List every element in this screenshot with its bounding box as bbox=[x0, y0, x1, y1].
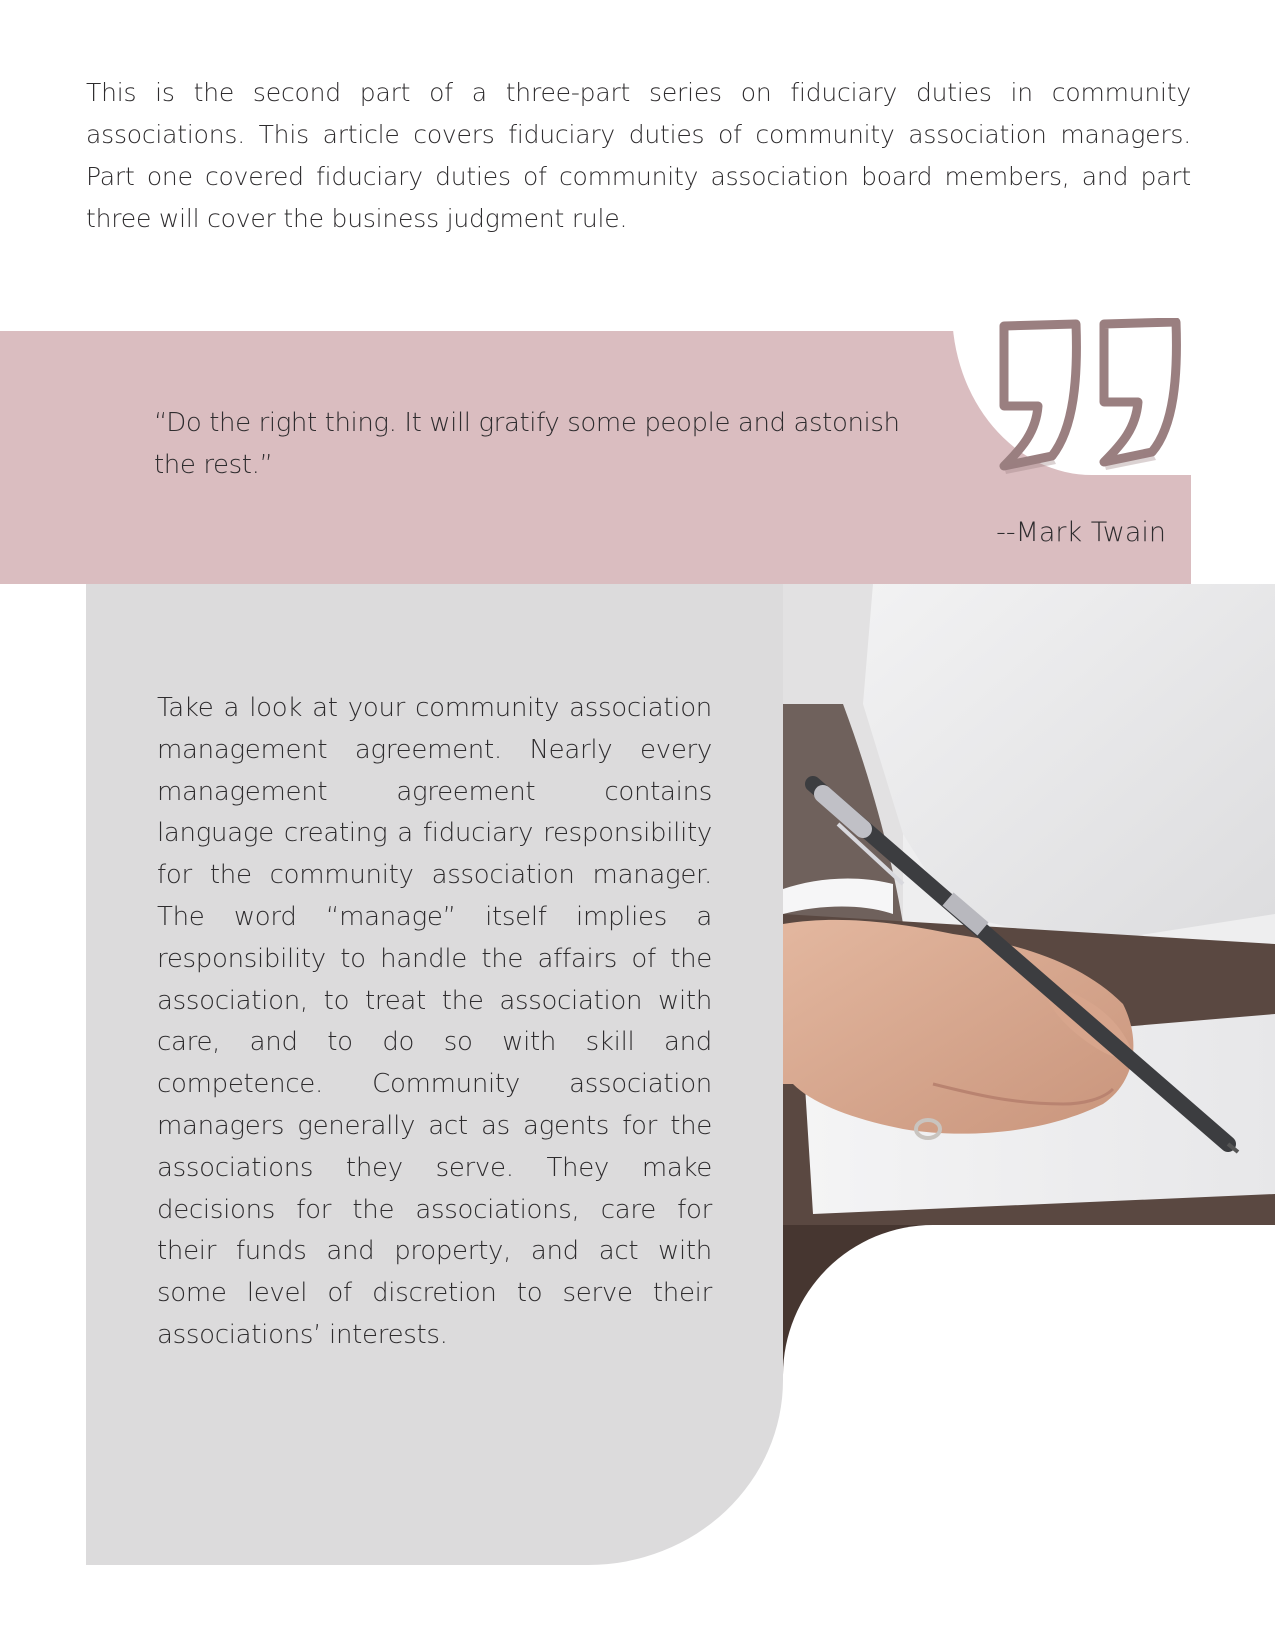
hand-writing-with-pen-photo bbox=[783, 584, 1275, 1225]
quote-text: “Do the right thing. It will gratify some people and astonish the rest.” bbox=[154, 408, 900, 480]
quote-author: --Mark Twain bbox=[996, 517, 1166, 548]
quotation-marks-icon bbox=[996, 318, 1196, 478]
photo-illustration bbox=[783, 584, 1275, 1225]
intro-paragraph: This is the second part of a three-part series on fiduciary duties in community associations. This article covers fiduciary duties of community association managers. Part one covered fiduciary duties of community association board members, and part three will cover the business judgment rule. bbox=[86, 78, 1191, 233]
photo-curve-cutout bbox=[783, 1225, 1275, 1425]
body-paragraph: Take a look at your community association management agreement. Nearly every management agreement contains language creating a fiduciary responsibility for the community association manager. The word “manage” itself implies a responsibility to handle the affairs of the association, to treat the association with care, and to do so with skill and competence. Community association managers generally act as agents for the associations they serve. They make decisions for the associations, care for their funds and property, and act with some level of discretion to serve their associations’ interests. bbox=[157, 693, 712, 1350]
